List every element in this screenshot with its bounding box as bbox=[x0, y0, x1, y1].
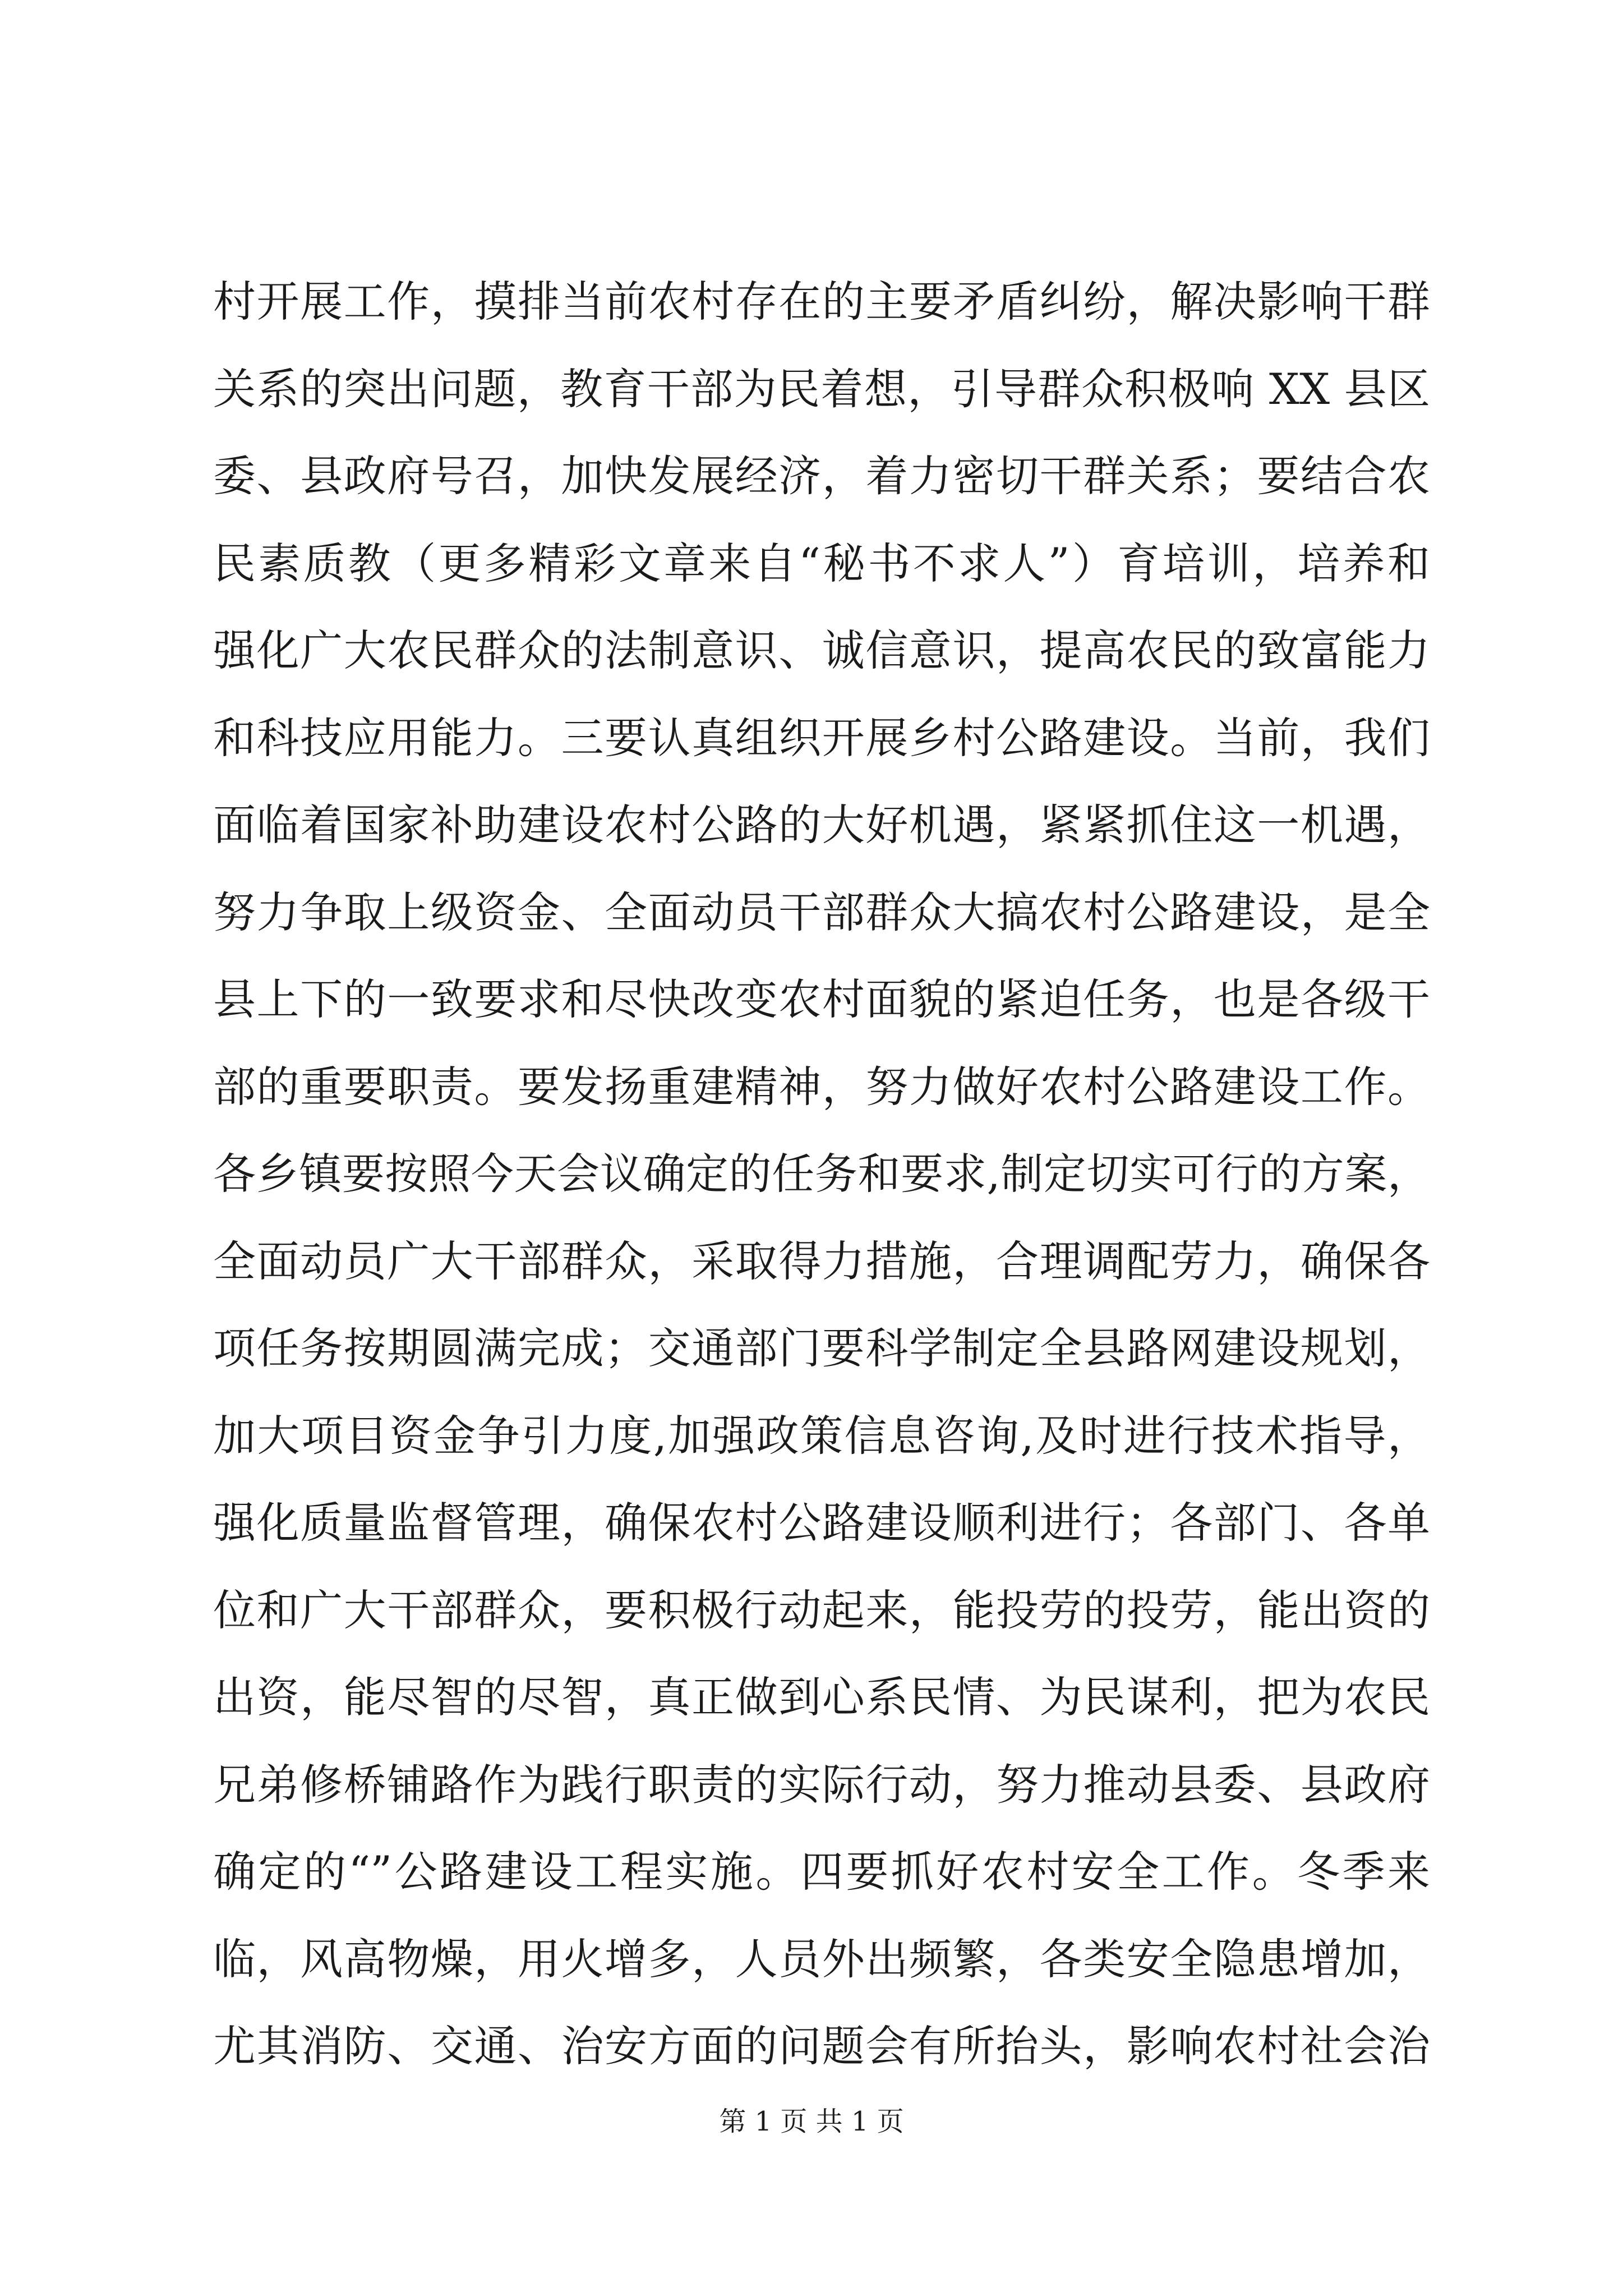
text-line: 加大项目资金争引力度,加强政策信息咨询,及时进行技术指导， bbox=[213, 1410, 1430, 1461]
text-line: 项任务按期圆满完成；交通部门要科学制定全县路网建设规划， bbox=[213, 1323, 1430, 1373]
text-line: 和科技应用能力。三要认真组织开展乡村公路建设。当前，我们 bbox=[213, 712, 1430, 763]
text-line: 关系的突出问题，教育干部为民着想，引导群众积极响 XX 县区 bbox=[213, 364, 1430, 414]
text-line: 努力争取上级资金、全面动员干部群众大搞农村公路建设，是全 bbox=[213, 887, 1430, 937]
text-line: 部的重要职责。要发扬重建精神，努力做好农村公路建设工作。 bbox=[213, 1061, 1430, 1112]
text-line: 尤其消防、交通、治安方面的问题会有所抬头，影响农村社会治 bbox=[213, 2021, 1430, 2071]
text-line: 村开展工作，摸排当前农村存在的主要矛盾纠纷，解决影响干群 bbox=[213, 277, 1430, 326]
text-line: 面临着国家补助建设农村公路的大好机遇，紧紧抓住这一机遇， bbox=[213, 800, 1430, 850]
text-line: 民素质教（更多精彩文章来自“秘书不求人”）育培训，培养和 bbox=[213, 538, 1430, 588]
text-line: 临，风高物燥，用火增多，人员外出频繁，各类安全隐患增加， bbox=[213, 1934, 1430, 1984]
text-line: 出资，能尽智的尽智，真正做到心系民情、为民谋利，把为农民 bbox=[213, 1672, 1430, 1722]
text-line: 全面动员广大干部群众，采取得力措施，合理调配劳力，确保各 bbox=[213, 1236, 1430, 1286]
text-line: 县上下的一致要求和尽快改变农村面貌的紧迫任务，也是各级干 bbox=[213, 974, 1430, 1024]
text-line: 强化广大农民群众的法制意识、诚信意识，提高农民的致富能力 bbox=[213, 625, 1430, 675]
page-number: 第 1 页 共 1 页 bbox=[719, 2106, 904, 2137]
body-text bbox=[213, 258, 1430, 2090]
text-line: 强化质量监督管理，确保农村公路建设顺利进行；各部门、各单 bbox=[213, 1498, 1430, 1548]
text-line: 各乡镇要按照今天会议确定的任务和要求,制定切实可行的方案， bbox=[213, 1149, 1430, 1199]
text-line: 委、县政府号召，加快发展经济，着力密切干群关系；要结合农 bbox=[213, 451, 1430, 501]
page-footer bbox=[0, 2105, 1623, 2138]
text-line: 位和广大干部群众，要积极行动起来，能投劳的投劳，能出资的 bbox=[213, 1585, 1430, 1635]
text-line: 兄弟修桥铺路作为践行职责的实际行动，努力推动县委、县政府 bbox=[213, 1759, 1430, 1810]
text-line: 确定的“”公路建设工程实施。四要抓好农村安全工作。冬季来 bbox=[213, 1847, 1430, 1897]
